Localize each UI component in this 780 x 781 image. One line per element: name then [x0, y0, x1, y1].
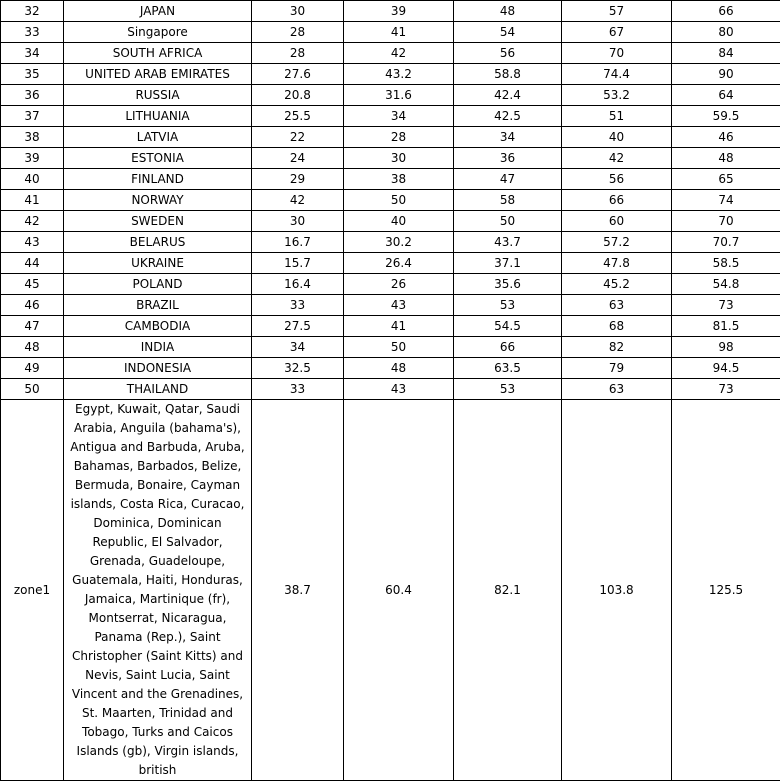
value-cell-5: 81.5	[672, 316, 780, 337]
value-cell-2: 38	[344, 169, 454, 190]
country-name: Singapore	[64, 22, 252, 43]
value-cell-4: 60	[562, 211, 672, 232]
country-name: LITHUANIA	[64, 106, 252, 127]
table-row-zone	[1, 400, 780, 781]
table-row	[1, 358, 780, 379]
value-cell-2: 42	[344, 43, 454, 64]
value-cell-1: 16.4	[252, 274, 344, 295]
value-cell-4: 45.2	[562, 274, 672, 295]
row-number: 36	[1, 85, 64, 106]
table-row	[1, 295, 780, 316]
table-row	[1, 22, 780, 43]
value-cell-3: 63.5	[454, 358, 562, 379]
country-name: SWEDEN	[64, 211, 252, 232]
row-number: 43	[1, 232, 64, 253]
row-number: 49	[1, 358, 64, 379]
value-cell-2: 41	[344, 22, 454, 43]
value-cell-4: 63	[562, 295, 672, 316]
value-cell-3: 36	[454, 148, 562, 169]
table-row	[1, 1, 780, 22]
value-cell-4: 79	[562, 358, 672, 379]
value-cell-5: 66	[672, 1, 780, 22]
value-cell-4: 82	[562, 337, 672, 358]
value-cell-1: 16.7	[252, 232, 344, 253]
country-name: CAMBODIA	[64, 316, 252, 337]
value-cell-3: 34	[454, 127, 562, 148]
table-row	[1, 274, 780, 295]
value-cell-2: 60.4	[344, 400, 454, 781]
value-cell-1: 42	[252, 190, 344, 211]
value-cell-5: 70	[672, 211, 780, 232]
country-name: THAILAND	[64, 379, 252, 400]
value-cell-5: 125.5	[672, 400, 780, 781]
value-cell-3: 56	[454, 43, 562, 64]
value-cell-4: 103.8	[562, 400, 672, 781]
row-number: 40	[1, 169, 64, 190]
value-cell-2: 43.2	[344, 64, 454, 85]
value-cell-5: 59.5	[672, 106, 780, 127]
value-cell-1: 27.6	[252, 64, 344, 85]
value-cell-5: 48	[672, 148, 780, 169]
row-number: 34	[1, 43, 64, 64]
value-cell-4: 68	[562, 316, 672, 337]
country-name: BRAZIL	[64, 295, 252, 316]
country-name: INDIA	[64, 337, 252, 358]
country-name: UNITED ARAB EMIRATES	[64, 64, 252, 85]
value-cell-2: 43	[344, 379, 454, 400]
country-name: SOUTH AFRICA	[64, 43, 252, 64]
value-cell-4: 47.8	[562, 253, 672, 274]
value-cell-5: 54.8	[672, 274, 780, 295]
country-name: ESTONIA	[64, 148, 252, 169]
country-name: UKRAINE	[64, 253, 252, 274]
row-number: 39	[1, 148, 64, 169]
country-name: BELARUS	[64, 232, 252, 253]
value-cell-5: 80	[672, 22, 780, 43]
value-cell-4: 67	[562, 22, 672, 43]
value-cell-1: 30	[252, 211, 344, 232]
value-cell-5: 98	[672, 337, 780, 358]
row-number: 32	[1, 1, 64, 22]
value-cell-1: 33	[252, 295, 344, 316]
value-cell-3: 42.4	[454, 85, 562, 106]
country-name: JAPAN	[64, 1, 252, 22]
value-cell-1: 25.5	[252, 106, 344, 127]
value-cell-1: 38.7	[252, 400, 344, 781]
table-body	[1, 1, 780, 781]
value-cell-2: 26.4	[344, 253, 454, 274]
value-cell-3: 37.1	[454, 253, 562, 274]
value-cell-2: 31.6	[344, 85, 454, 106]
value-cell-3: 54.5	[454, 316, 562, 337]
value-cell-2: 30.2	[344, 232, 454, 253]
value-cell-2: 50	[344, 190, 454, 211]
value-cell-3: 43.7	[454, 232, 562, 253]
value-cell-1: 33	[252, 379, 344, 400]
table-row	[1, 337, 780, 358]
value-cell-4: 63	[562, 379, 672, 400]
table-row	[1, 169, 780, 190]
value-cell-1: 27.5	[252, 316, 344, 337]
value-cell-4: 66	[562, 190, 672, 211]
value-cell-4: 57	[562, 1, 672, 22]
value-cell-4: 40	[562, 127, 672, 148]
value-cell-4: 57.2	[562, 232, 672, 253]
row-number: 35	[1, 64, 64, 85]
value-cell-3: 58.8	[454, 64, 562, 85]
value-cell-1: 32.5	[252, 358, 344, 379]
row-number: 48	[1, 337, 64, 358]
country-name: LATVIA	[64, 127, 252, 148]
row-number: 38	[1, 127, 64, 148]
value-cell-3: 58	[454, 190, 562, 211]
value-cell-3: 48	[454, 1, 562, 22]
value-cell-2: 26	[344, 274, 454, 295]
value-cell-1: 34	[252, 337, 344, 358]
value-cell-1: 15.7	[252, 253, 344, 274]
table-row	[1, 211, 780, 232]
value-cell-2: 39	[344, 1, 454, 22]
value-cell-3: 54	[454, 22, 562, 43]
table-row	[1, 253, 780, 274]
value-cell-5: 46	[672, 127, 780, 148]
value-cell-5: 65	[672, 169, 780, 190]
country-name: NORWAY	[64, 190, 252, 211]
value-cell-1: 20.8	[252, 85, 344, 106]
row-number: zone1	[1, 400, 64, 781]
value-cell-2: 50	[344, 337, 454, 358]
value-cell-1: 22	[252, 127, 344, 148]
value-cell-5: 70.7	[672, 232, 780, 253]
value-cell-3: 53	[454, 295, 562, 316]
value-cell-2: 40	[344, 211, 454, 232]
value-cell-4: 42	[562, 148, 672, 169]
value-cell-2: 34	[344, 106, 454, 127]
country-name: POLAND	[64, 274, 252, 295]
row-number: 46	[1, 295, 64, 316]
value-cell-3: 66	[454, 337, 562, 358]
row-number: 50	[1, 379, 64, 400]
value-cell-5: 90	[672, 64, 780, 85]
value-cell-2: 43	[344, 295, 454, 316]
table-row	[1, 85, 780, 106]
value-cell-5: 94.5	[672, 358, 780, 379]
table-row	[1, 106, 780, 127]
value-cell-2: 30	[344, 148, 454, 169]
country-name: FINLAND	[64, 169, 252, 190]
row-number: 33	[1, 22, 64, 43]
table-row	[1, 64, 780, 85]
table-row	[1, 127, 780, 148]
value-cell-1: 29	[252, 169, 344, 190]
value-cell-1: 28	[252, 22, 344, 43]
table-row	[1, 379, 780, 400]
value-cell-5: 58.5	[672, 253, 780, 274]
value-cell-3: 47	[454, 169, 562, 190]
value-cell-3: 82.1	[454, 400, 562, 781]
table-row	[1, 148, 780, 169]
value-cell-3: 42.5	[454, 106, 562, 127]
value-cell-4: 74.4	[562, 64, 672, 85]
value-cell-4: 56	[562, 169, 672, 190]
country-list: Egypt, Kuwait, Qatar, Saudi Arabia, Anguila (bahama's), Antigua and Barbuda, Aruba, Bahamas, Barbados, Belize, Bermuda, Bonaire, Cayman islands, Costa Rica, Curacao, Dominica, Dominican Republic, El Salvador, Grenada, Guadeloupe, Guatemala, Haiti, Honduras, Jamaica, Martinique (fr), Montserrat, Nicaragua, Panama (Rep.), Saint Christopher (Saint Kitts) and Nevis, Saint Lucia, Saint Vincent and the Grenadines, St. Maarten, Trinidad and Tobago, Turks and Caicos Islands (gb), Virgin islands, british	[64, 400, 252, 781]
row-number: 47	[1, 316, 64, 337]
country-name: INDONESIA	[64, 358, 252, 379]
country-name: RUSSIA	[64, 85, 252, 106]
row-number: 45	[1, 274, 64, 295]
table-row	[1, 190, 780, 211]
value-cell-3: 53	[454, 379, 562, 400]
row-number: 41	[1, 190, 64, 211]
value-cell-5: 64	[672, 85, 780, 106]
row-number: 42	[1, 211, 64, 232]
value-cell-2: 28	[344, 127, 454, 148]
value-cell-3: 35.6	[454, 274, 562, 295]
value-cell-5: 84	[672, 43, 780, 64]
value-cell-5: 74	[672, 190, 780, 211]
value-cell-1: 24	[252, 148, 344, 169]
value-cell-1: 30	[252, 1, 344, 22]
table-row	[1, 43, 780, 64]
value-cell-3: 50	[454, 211, 562, 232]
table-row	[1, 232, 780, 253]
value-cell-1: 28	[252, 43, 344, 64]
value-cell-4: 70	[562, 43, 672, 64]
value-cell-2: 41	[344, 316, 454, 337]
value-cell-5: 73	[672, 379, 780, 400]
value-cell-2: 48	[344, 358, 454, 379]
value-cell-4: 53.2	[562, 85, 672, 106]
row-number: 44	[1, 253, 64, 274]
row-number: 37	[1, 106, 64, 127]
value-cell-5: 73	[672, 295, 780, 316]
value-cell-4: 51	[562, 106, 672, 127]
table-row	[1, 316, 780, 337]
